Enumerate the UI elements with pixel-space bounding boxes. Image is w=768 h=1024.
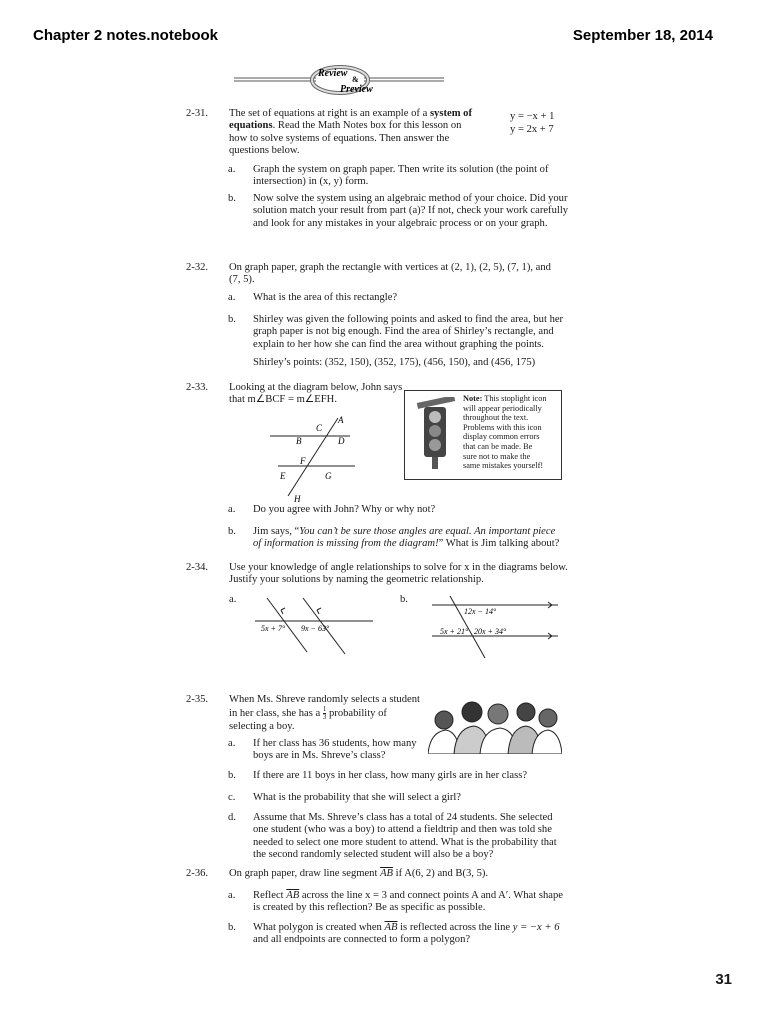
svg-text:H: H — [294, 494, 301, 504]
parallel-lines-diagram — [270, 412, 360, 504]
problem-number: 2-32. — [186, 262, 209, 273]
problem-2-35-text: When Ms. Shreve randomly selects a student in her class, she has a $\frac{1}{3}$ probability of selecting a boy. — [229, 694, 420, 733]
svg-text:A: A — [338, 415, 344, 425]
svg-text:20x + 34°: 20x + 34° — [474, 627, 507, 636]
problem-number: 2-31. — [186, 108, 209, 119]
system-equation-2: y = 2x + 7 — [510, 124, 554, 135]
svg-text:12x − 14°: 12x − 14° — [464, 607, 497, 616]
logo-review-text: Review — [318, 68, 348, 79]
review-preview-logo — [234, 62, 444, 98]
problem-number: 2-35. — [186, 694, 209, 705]
problem-2-31-text: The set of equations at right is an example of a system of equations. Read the Math Notes box for this lesson on how to solve systems of equations. Then answer the questions below. — [229, 108, 473, 157]
system-equation-1: y = −x + 1 — [510, 111, 555, 122]
notebook-date: September 18, 2014 — [572, 27, 713, 44]
svg-text:C: C — [316, 423, 323, 433]
svg-text:9x − 63°: 9x − 63° — [301, 624, 330, 633]
problem-number: 2-33. — [186, 382, 209, 393]
problem-number: 2-36. — [186, 868, 209, 879]
diagram-2-34-b — [430, 594, 560, 660]
svg-text:B: B — [296, 436, 302, 446]
svg-text:5x + 7°: 5x + 7° — [261, 624, 286, 633]
page-number: 31 — [715, 971, 732, 988]
svg-text:5x + 21°: 5x + 21° — [440, 627, 469, 636]
stoplight-icon — [413, 397, 459, 471]
students-illustration — [428, 688, 562, 754]
svg-text:&: & — [352, 75, 359, 84]
part-a-label: a. — [229, 594, 237, 605]
problem-number: 2-34. — [186, 562, 209, 573]
problem-2-32-text: On graph paper, graph the rectangle with vertices at (2, 1), (2, 5), (7, 1), and (7, 5). — [229, 262, 551, 286]
part-b-label: b. — [400, 594, 408, 605]
stoplight-note-box: Note: This stoplight icon will appear periodically throughout the text. Problems with this icon display common errors that can be made. Be sure not to make the same mistakes yourself! — [404, 390, 562, 480]
svg-text:F: F — [300, 456, 306, 466]
notebook-title: Chapter 2 notes.notebook — [33, 27, 219, 44]
problem-2-36-text: On graph paper, draw line segment $\overline{AB}$ if A(6, 2) and B(3, 5). — [229, 868, 489, 879]
problem-2-34-text: Use your knowledge of angle relationships to solve for x in the diagrams below. Justify your solutions by naming the geometric relationship. — [229, 562, 568, 586]
problem-2-33-text: Looking at the diagram below, John says that m∠BCF = m∠EFH. — [229, 382, 403, 406]
svg-text:D: D — [338, 436, 345, 446]
svg-text:E: E — [280, 471, 286, 481]
svg-text:G: G — [325, 471, 332, 481]
diagram-2-34-a — [255, 596, 375, 658]
shirley-points: Shirley’s points: (352, 150), (352, 175), (456, 150), and (456, 175) — [253, 357, 536, 368]
logo-preview-text: Preview — [340, 84, 373, 95]
